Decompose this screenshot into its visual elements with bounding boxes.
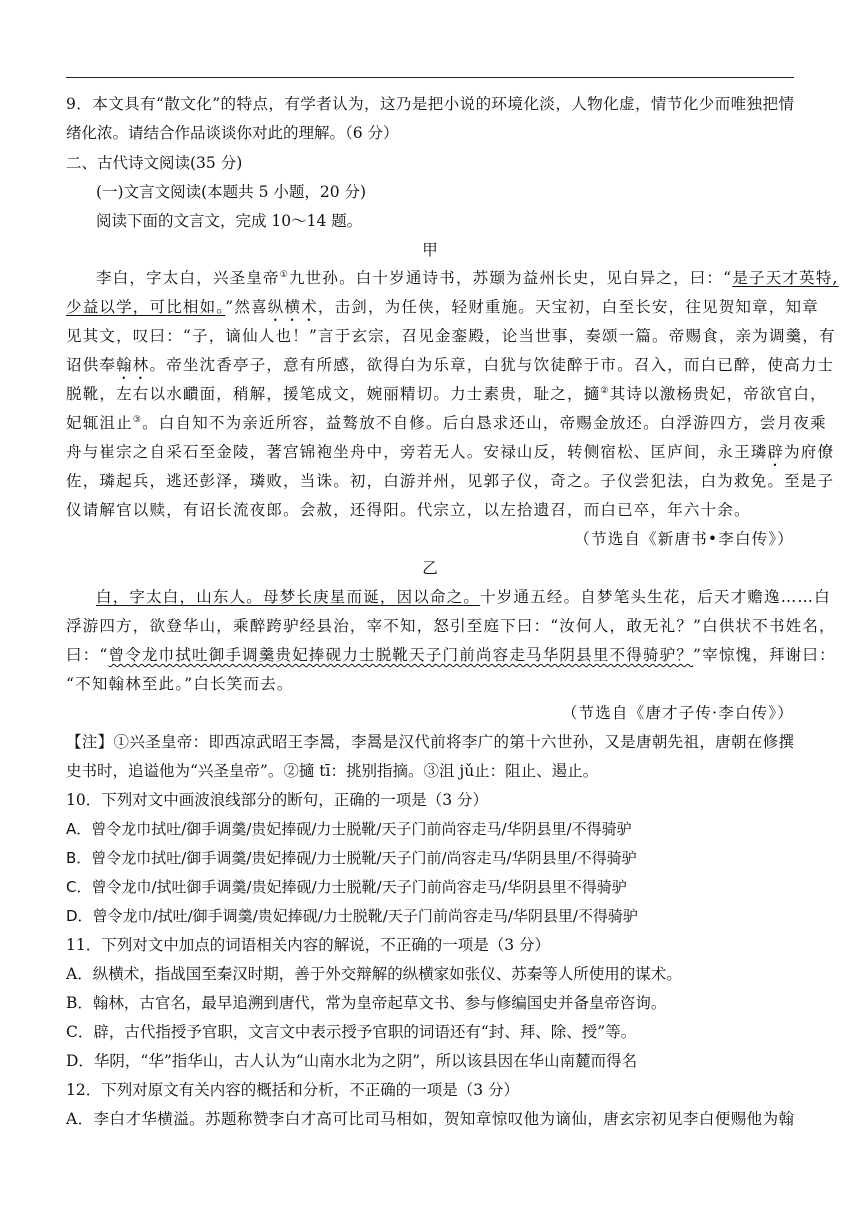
q10-option-d: D．曾令龙巾/拭吐/御手调羹/贵妃捧砚/力士脱靴/天子门前尚容走马/华阴县里/不得骑驴 xyxy=(66,907,638,925)
dotted-term-bi: 辟 xyxy=(767,443,785,461)
section-subtitle: (一)文言文阅读(本题共 5 小题，20 分) xyxy=(96,183,367,201)
passage-b-line-1 xyxy=(96,587,831,607)
q10-option-b: B．曾令龙巾拭吐/御手调羹/贵妃捧砚/力士脱靴/天子门前/尚容走马/华阴县里/不得骑驴 xyxy=(66,849,637,867)
text-segment: 脱靴，左右以水靧面，稍解，援笔成文，婉丽精切。力士素贵，耻之，擿 xyxy=(66,385,601,403)
note-line-1: 【注】①兴圣皇帝：即西凉武昭王李暠，李暠是汉代前将李广的第十六世孙，又是唐朝先祖，唐朝在修撰 xyxy=(66,733,794,751)
q10-option-c: C．曾令龙巾/拭吐御手调羹/贵妃捧砚/力士脱靴/天子门前尚容走马/华阴县里不得骑驴 xyxy=(66,878,627,896)
passage-b-line-2: 浮游四方，欲登华山，乘醉跨驴经县治，宰不知，怒引至庭下曰：“汝何人，敢无礼？”白供状不书姓名， xyxy=(66,617,836,635)
text-segment: 。白自知不为亲近所容，益骜放不自修。后白恳求还山，帝赐金放还。白浮游四方，尝月夜乘 xyxy=(142,414,827,432)
underlined-text: 少益以学，可比相如。 xyxy=(66,298,226,316)
text-segment: 舟与崔宗之自采石至金陵，著宫锦袍坐舟中，旁若无人。安禄山反，转侧宿松、匡庐间，永王璘 xyxy=(66,443,768,461)
text-segment: ，击剑，为任侠，轻财重施。天宝初，白至长安，往见贺知章，知章 xyxy=(317,298,819,316)
text-segment: 李白，字太白，兴圣皇帝 xyxy=(96,269,280,287)
text-segment: 其诗以激杨贵妃，帝欲官白， xyxy=(609,385,827,403)
underlined-text: 是子天才英特, xyxy=(732,269,839,287)
text-segment: 曰：“ xyxy=(66,646,109,664)
section-instruction: 阅读下面的文言文，完成 10～14 题。 xyxy=(96,212,363,230)
q12-stem: 12．下列对原文有关内容的概括和分析，不正确的一项是（3 分） xyxy=(66,1081,520,1099)
text-segment: 为府僚 xyxy=(784,443,835,461)
q9-line-2: 绪化浓。请结合作品谈谈你对此的理解。（6 分） xyxy=(66,124,399,142)
passage-b-line-3 xyxy=(66,645,836,665)
passage-a-line-4 xyxy=(66,355,835,383)
q10-stem: 10．下列对文中画波浪线部分的断句，正确的一项是（3 分） xyxy=(66,791,489,809)
passage-a-source: （节选自《新唐书•李白传》） xyxy=(574,530,794,548)
footnote-marker: ① xyxy=(279,269,289,280)
passage-a-line-3: 见其文，叹曰：“子，谪仙人也！”言于玄宗，召见金銮殿，论当世事，奏颂一篇。帝赐食，亲为调羹，有 xyxy=(66,327,836,345)
passage-a-line-8: 佐，璘起兵，逃还彭泽，璘败，当诛。初，白游并州，见郭子仪，奇之。子仪尝犯法，白为救免。至是子 xyxy=(66,472,835,490)
q12-option-a: A．李白才华横溢。苏题称赞李白才高可比司马相如，贺知章惊叹他为谪仙，唐玄宗初见李白便赐他为翰 xyxy=(66,1110,794,1128)
passage-a-line-9: 仪请解官以赎，有诏长流夜郎。会赦，还得阳。代宗立，以左拾遗召，而白已卒，年六十余。 xyxy=(66,501,751,519)
header-rule xyxy=(66,77,794,78)
text-segment: 。帝坐沈香亭子，意有所感，欲得白为乐章，白犹与饮徒醉于市。召入，而白已醉，使高力士 xyxy=(149,356,835,374)
footnote-marker: ③ xyxy=(132,414,143,425)
text-segment: 十岁通五经。自梦笔头生花，后天才赡逸……白 xyxy=(480,588,831,606)
passage-a-line-1 xyxy=(96,268,839,288)
text-segment: 妃辄沮止 xyxy=(66,414,133,432)
passage-a-line-2 xyxy=(66,297,819,325)
q11-option-c: C．辟，古代指授予官职，文言文中表示授予官职的词语还有“封、拜、除、授”等。 xyxy=(66,1023,637,1041)
text-segment: ”宰惊愧，拜谢曰： xyxy=(693,646,836,664)
q10-option-a: A．曾令龙巾拭吐/御手调羹/贵妃捧砚/力士脱靴/天子门前尚容走马/华阴县里/不得骑驴 xyxy=(66,820,632,838)
passage-a-label: 甲 xyxy=(422,241,438,259)
text-segment: ”然喜 xyxy=(225,298,268,316)
passage-a-line-7 xyxy=(66,442,835,470)
dotted-term-zonghengshu: 纵横术 xyxy=(267,298,318,316)
footnote-marker: ② xyxy=(600,385,610,396)
text-segment: 诏供奉 xyxy=(66,356,117,374)
passage-b-source: （节选自《唐才子传·李白传》） xyxy=(561,704,794,722)
q11-option-b: B．翰林，古官名，最早追溯到唐代，常为皇帝起草文书、参与修编国史并备皇帝咨询。 xyxy=(66,994,667,1012)
note-line-2: 史书时，追谥他为“兴圣皇帝”。②擿 tī：挑别指摘。③沮 jǔ止：阻止、遏止。 xyxy=(66,762,599,780)
q11-stem: 11．下列对文中加点的词语相关内容的解说，不正确的一项是（3 分） xyxy=(66,936,551,954)
dotted-term-hanlin: 翰林 xyxy=(116,356,150,374)
passage-a-line-5 xyxy=(66,384,827,404)
passage-b-label: 乙 xyxy=(422,559,438,577)
underlined-text: 白，字太白，山东人。母梦长庚星而诞，因以命之。 xyxy=(96,588,481,606)
q9-line-1: 9．本文具有“散文化”的特点，有学者认为，这乃是把小说的环境化淡，人物化虚，情节化少而唯独把情 xyxy=(66,95,794,113)
q11-option-d: D．华阴，“华”指华山，古人认为“山南水北为之阴”，所以该县因在华山南麓而得名 xyxy=(66,1052,638,1070)
section-title: 二、古代诗文阅读(35 分) xyxy=(66,154,243,172)
q11-option-a: A．纵横术，指战国至秦汉时期，善于外交辩解的纵横家如张仪、苏秦等人所使用的谋术。 xyxy=(66,965,682,983)
wavy-underlined-text: 曾令龙巾拭吐御手调羹贵妃捧砚力士脱靴天子门前尚容走马华阴县里不得骑驴？ xyxy=(108,646,694,664)
passage-a-line-6 xyxy=(66,413,827,433)
text-segment: 九世孙。白十岁通诗书，苏颋为益州长史，见白异之，曰：“ xyxy=(288,269,733,287)
passage-b-line-4: “不知翰林至此。”白长笑而去。 xyxy=(66,675,294,693)
